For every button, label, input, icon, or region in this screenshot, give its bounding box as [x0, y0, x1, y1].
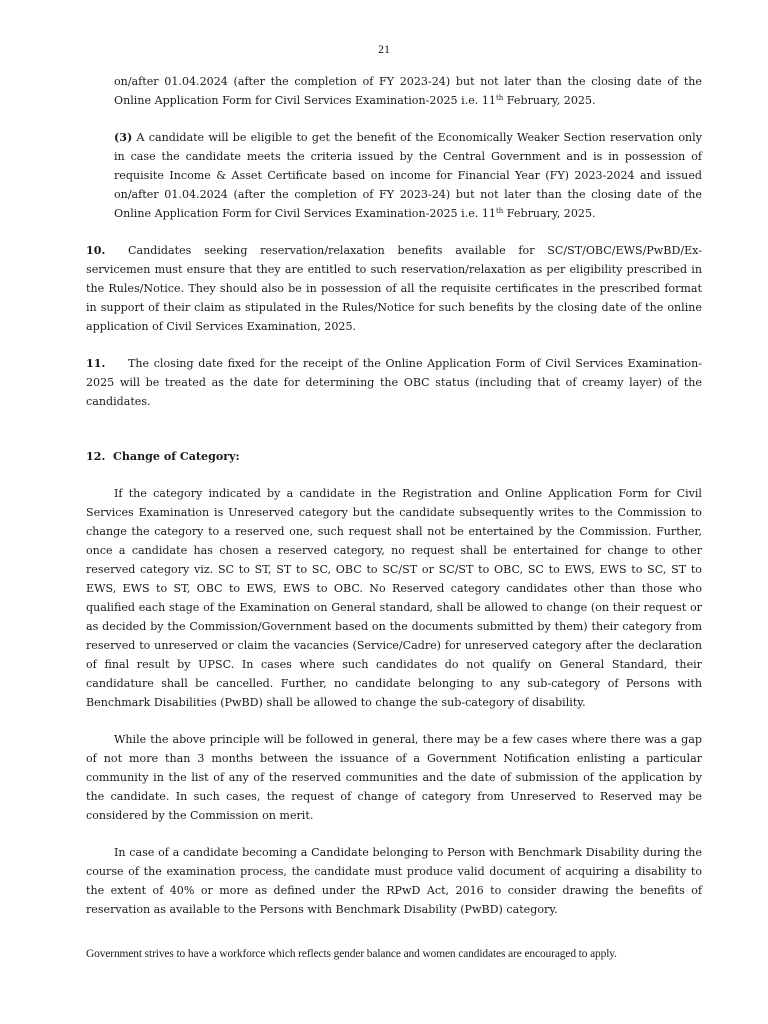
- section-12-paragraph-3: In case of a candidate becoming a Candidate belonging to Person with Benchmark Disability during the course of the examination process, the candidate must produce valid document of acquiring a disability to the extent of 40% or more as defined under the RPwD Act, 2016 to consider drawing the benefits of reservation as available to the Persons with Benchmark Disability (PwBD) category.: [86, 846, 702, 916]
- paragraph-11-number: 11.: [86, 357, 106, 370]
- subclause-3-label: (3): [114, 131, 133, 144]
- paragraph-10: [86, 241, 702, 336]
- subclause-3-text-2: February, 2025.: [503, 207, 596, 220]
- paragraph-11: [86, 354, 702, 411]
- subclause-3-text-1: A candidate will be eligible to get the benefit of the Economically Weaker Section reservation only in case the candidate meets the criteria issued by the Central Government and is in possession of requisite Income & Asset Certificate based on income for Financial Year (FY) 2023-2024 and issued on/after 01.04.2024 (after the completion of FY 2023-24) but not later than the closing date of the Online Application Form for Civil Services Examination-2025 i.e. 11: [114, 131, 702, 220]
- section-12-paragraph-2: While the above principle will be followed in general, there may be a few cases where there was a gap of not more than 3 months between the issuance of a Government Notification enlisting a particular community in the list of any of the reserved communities and the date of submission of the application by the candidate. In such cases, the request of change of category from Unreserved to Reserved may be considered by the Commission on merit.: [86, 733, 702, 822]
- section-12-paragraph-1: If the category indicated by a candidate in the Registration and Online Application Form for Civil Services Examination is Unreserved category but the candidate subsequently writes to the Commission to change the category to a reserved one, such request shall not be entertained by the Commission. Further, once a candidate has chosen a reserved category, no request shall be entertained for change to other reserved category viz. SC to ST, ST to SC, OBC to SC/ST or SC/ST to OBC, SC to EWS, EWS to SC, ST to EWS, EWS to ST, OBC to EWS, EWS to OBC. No Reserved category candidates other than those who qualified each stage of the Examination on General standard, shall be allowed to change (on their request or as decided by the Commission/Government based on the documents submitted by them) their category from reserved to unreserved or claim the vacancies (Service/Cadre) for unreserved category after the declaration of final result by UPSC. In cases where such candidates do not qualify on General Standard, their candidature shall be cancelled. Further, no candidate belonging to any sub-category of Persons with Benchmark Disabilities (PwBD) shall be allowed to change the sub-category of disability.: [86, 487, 702, 709]
- section-12-heading: 12. Change of Category:: [86, 450, 240, 463]
- ordinal-suffix: th: [495, 207, 504, 215]
- continued-text-1: on/after 01.04.2024 (after the completion of FY 2023-24) but not later than the closing date of the Online Application Form for Civil Services Examination-2025 i.e. 11: [114, 75, 702, 107]
- subclause-3: [114, 128, 702, 223]
- paragraph-11-text: The closing date fixed for the receipt of the Online Application Form of Civil Services Examination-2025 will be treated as the date for determining the OBC status (including that of creamy layer) of the candidates.: [86, 357, 702, 408]
- ordinal-suffix: th: [495, 94, 504, 102]
- footer-note: Government strives to have a workforce which reflects gender balance and women candidates are encouraged to apply.: [86, 948, 617, 960]
- paragraph-10-text: Candidates seeking reservation/relaxation benefits available for SC/ST/OBC/EWS/PwBD/Ex-servicemen must ensure that they are entitled to such reservation/relaxation as per eligibility prescribed in the Rules/Notice. They should also be in possession of all the requisite certificates in the prescribed format in support of their claim as stipulated in the Rules/Notice for such benefits by the closing date of the online application of Civil Services Examination, 2025.: [86, 244, 702, 333]
- continued-text-2: February, 2025.: [503, 94, 596, 107]
- document-body: [86, 72, 702, 919]
- page-number: 21: [378, 42, 390, 56]
- paragraph-10-number: 10.: [86, 244, 106, 257]
- continued-paragraph: [114, 72, 702, 110]
